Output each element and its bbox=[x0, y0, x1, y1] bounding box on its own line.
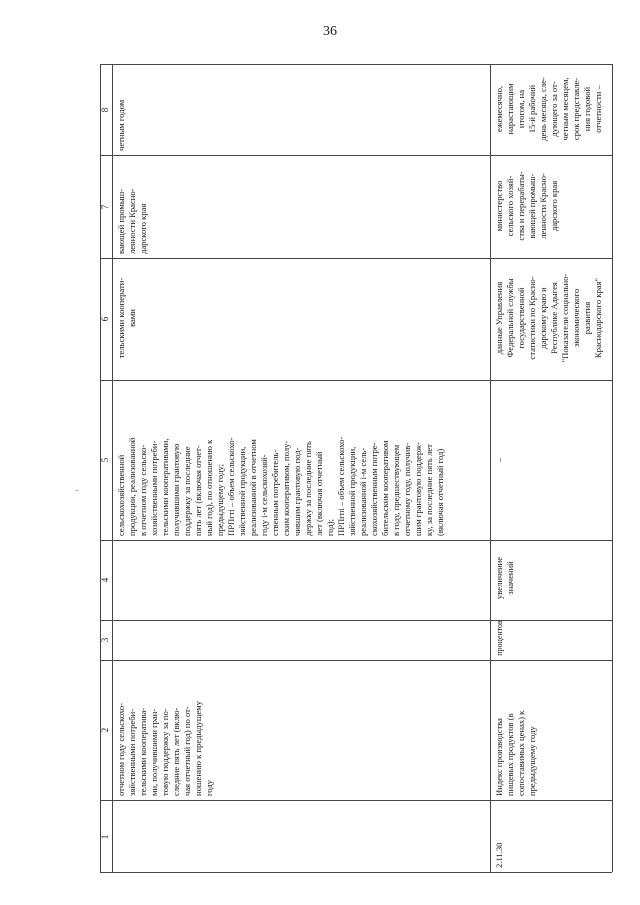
col-sep-8-7 bbox=[100, 155, 612, 156]
header-col-8: 8 bbox=[100, 107, 110, 113]
header-col-2: 2 bbox=[100, 727, 110, 733]
col-sep-5-4 bbox=[100, 540, 612, 541]
header-row-sep bbox=[112, 64, 113, 872]
col-sep-4-3 bbox=[100, 620, 612, 621]
col-sep-6-5 bbox=[100, 380, 612, 381]
row-responsible: министерство сельского хозяй- ства и перерабаты- вающей промыш- ленности Красно- дарского края bbox=[494, 171, 559, 241]
col-sep-3-2 bbox=[100, 660, 612, 661]
page-number: 36 bbox=[323, 24, 337, 39]
table-border-right bbox=[612, 64, 613, 872]
continued-col6: тельскими кооперати- вами bbox=[116, 277, 137, 359]
col-sep-2-1 bbox=[100, 800, 612, 801]
header-col-6: 6 bbox=[100, 316, 110, 322]
header-col-3: 3 bbox=[100, 637, 110, 643]
header-col-5: 5 bbox=[100, 457, 110, 463]
row-direction: увеличение значений bbox=[494, 556, 515, 600]
row-source: данные Управления Федеральной службы государственной статистики по Красно- дарскому краю и Республике Адыгея "Показатели социально- экономического развития Краснодарского края" bbox=[494, 273, 603, 363]
row-unit: процентов bbox=[495, 620, 504, 656]
continued-col2: отчетном году сельскохо- зяйственными потреби- тельскими кооператива- ми, получившими гран- товую поддержку за по- следние пять лет (вклю- чая отчетный год) по от- ношению к предыдущему году bbox=[116, 701, 214, 796]
header-col-4: 4 bbox=[100, 577, 110, 583]
table-border-top bbox=[100, 64, 612, 65]
row-sep bbox=[490, 64, 491, 872]
continued-col5: сельскохозяйственной продукции, реализованной в отчетном году сельско- хозяйственными потреби- тельскими кооперативами, получившими грантовую поддержку за последние пять лет (включая отчет- ный год), по отношению к предыдущему году; ПРПгті – объем сельскохо- зяйственной продукции, реализованной в отчетном году і-м сельскохозяй- ственным потребитель- ским кооперативом, полу- чившим грантовую под- держку за последние пять лет (включая отчетный год); ПРПгпі – объем сельскохо- зяйственной продукции, реализованной і-м сель- скохозяйственным потре- бительским кооперативом в году, предшествующем отчетному году, получив- шим грантовую поддерж- ку, за последние пять лет (включая отчетный год) bbox=[116, 436, 445, 536]
header-col-1: 1 bbox=[100, 834, 110, 840]
continued-col7: вающей промыш- ленности Красно- дарского края bbox=[116, 188, 148, 254]
row-method: – bbox=[494, 457, 504, 463]
header-col-7: 7 bbox=[100, 204, 110, 210]
table-border-bottom bbox=[100, 872, 612, 873]
col-sep-7-6 bbox=[100, 258, 612, 259]
row-number: 2.11.30 bbox=[494, 842, 504, 868]
scan-dot bbox=[76, 490, 78, 491]
row-period: ежемесячно, нарастающим итогом, на 15-й рабочий день месяца, сле- дующего за от- четным месяцем, срок представле- ния годовой отчетности – bbox=[494, 77, 603, 141]
row-name: Индекс производства пищевых продуктов (в сопоставимых ценах) к предыдущему году bbox=[494, 710, 537, 796]
continued-col8: четным годом bbox=[116, 99, 126, 151]
